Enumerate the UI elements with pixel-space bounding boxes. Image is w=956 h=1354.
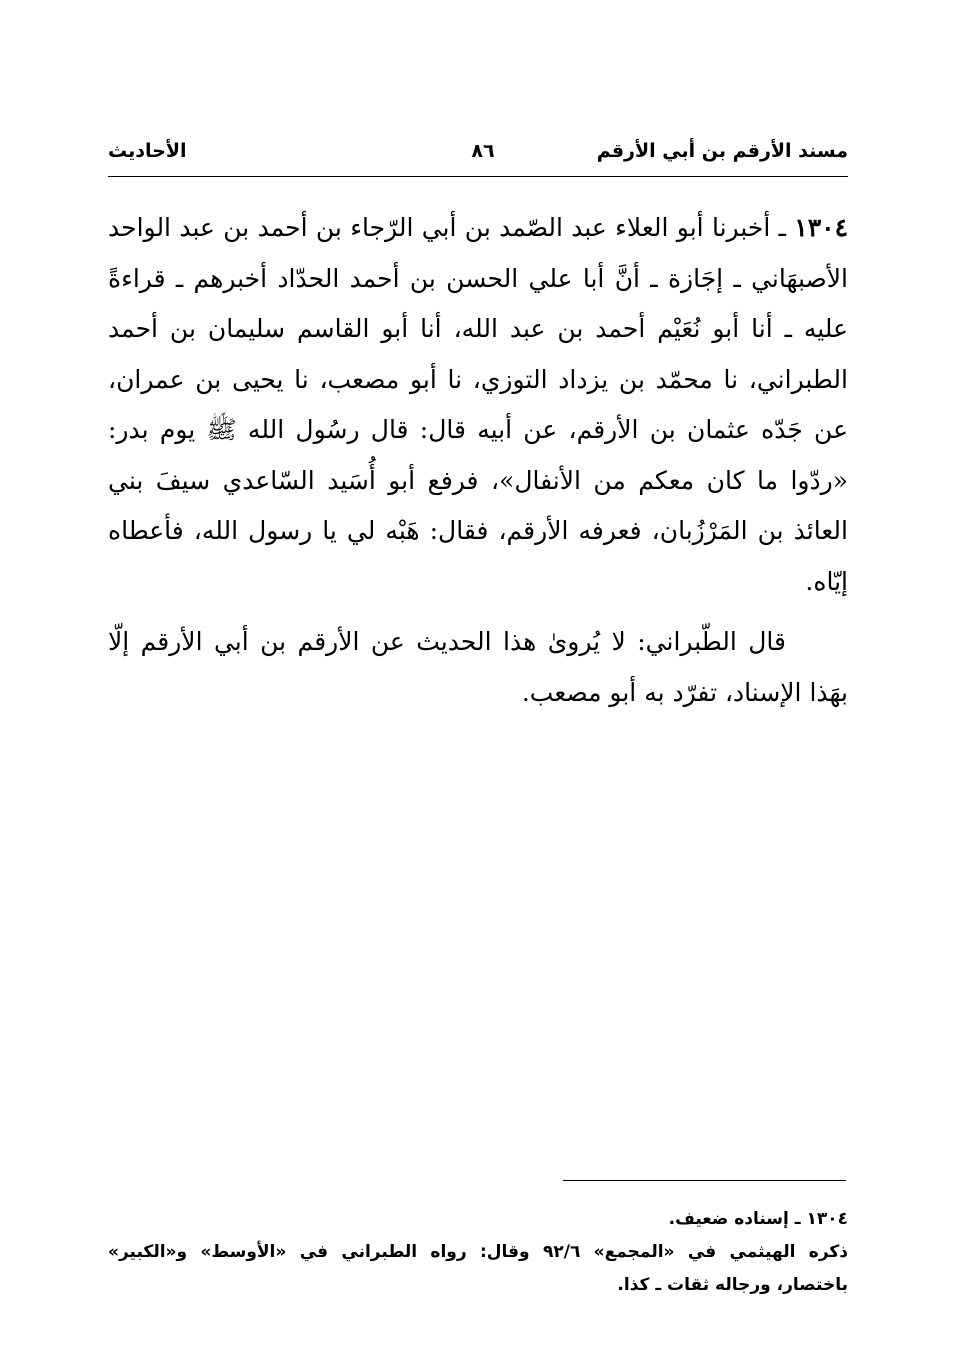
hadith-paragraph xyxy=(108,203,848,607)
running-title: مسند الأرقم بن أبي الأرقم xyxy=(596,140,848,162)
main-text xyxy=(108,203,848,718)
page-header xyxy=(108,138,848,178)
footnote-grading: ١٣٠٤ ـ إسناده ضعيف. xyxy=(668,1209,848,1229)
page-number: ٨٦ xyxy=(471,140,495,162)
footnotes xyxy=(108,1203,848,1302)
tabarani-comment: قال الطّبراني: لا يُروىٰ هذا الحديث عن الأرقم بن أبي الأرقم إلّا بهَذا الإسناد، تفرّد به أبو مصعب. xyxy=(108,627,848,707)
hadith-text: ـ أخبرنا أبو العلاء عبد الصّمد بن أبي الرّجاء بن أحمد بن عبد الواحد الأصبهَاني ـ إجَازة ـ أنَّ أبا علي الحسن بن أحمد الحدّاد أخبرهم ـ قراءةً عليه ـ أنا أبو نُعَيْم أحمد بن عبد الله، أنا أبو القاسم سليمان بن أحمد الطبراني، نا محمّد بن يزداد التوزي، نا أبو مصعب، نا يحيى بن عمران، عن جَدّه عثمان بن الأرقم، عن أبيه قال: قال رسُول الله ﷺ يوم بدر: «ردّوا ما كان معكم من الأنفال»، فرفع أبو أُسَيد السّاعدي سيفَ بني العائذ بن المَرْزُبان، فعرفه الأرقم، فقال: هَبْه لي يا رسول الله، فأعطاه إيّاه. xyxy=(108,213,848,596)
section-title: الأحاديث xyxy=(108,140,187,162)
footnote-takhrij: ذكره الهيثمي في «المجمع» ٩٢/٦ وقال: رواه الطبراني في «الأوسط» و«الكبير» باختصار، ورجاله ثقات ـ كذا. xyxy=(108,1242,849,1295)
hadith-number: ١٣٠٤ xyxy=(794,213,848,242)
header-rule xyxy=(108,176,848,177)
footnote-rule xyxy=(563,1180,846,1181)
